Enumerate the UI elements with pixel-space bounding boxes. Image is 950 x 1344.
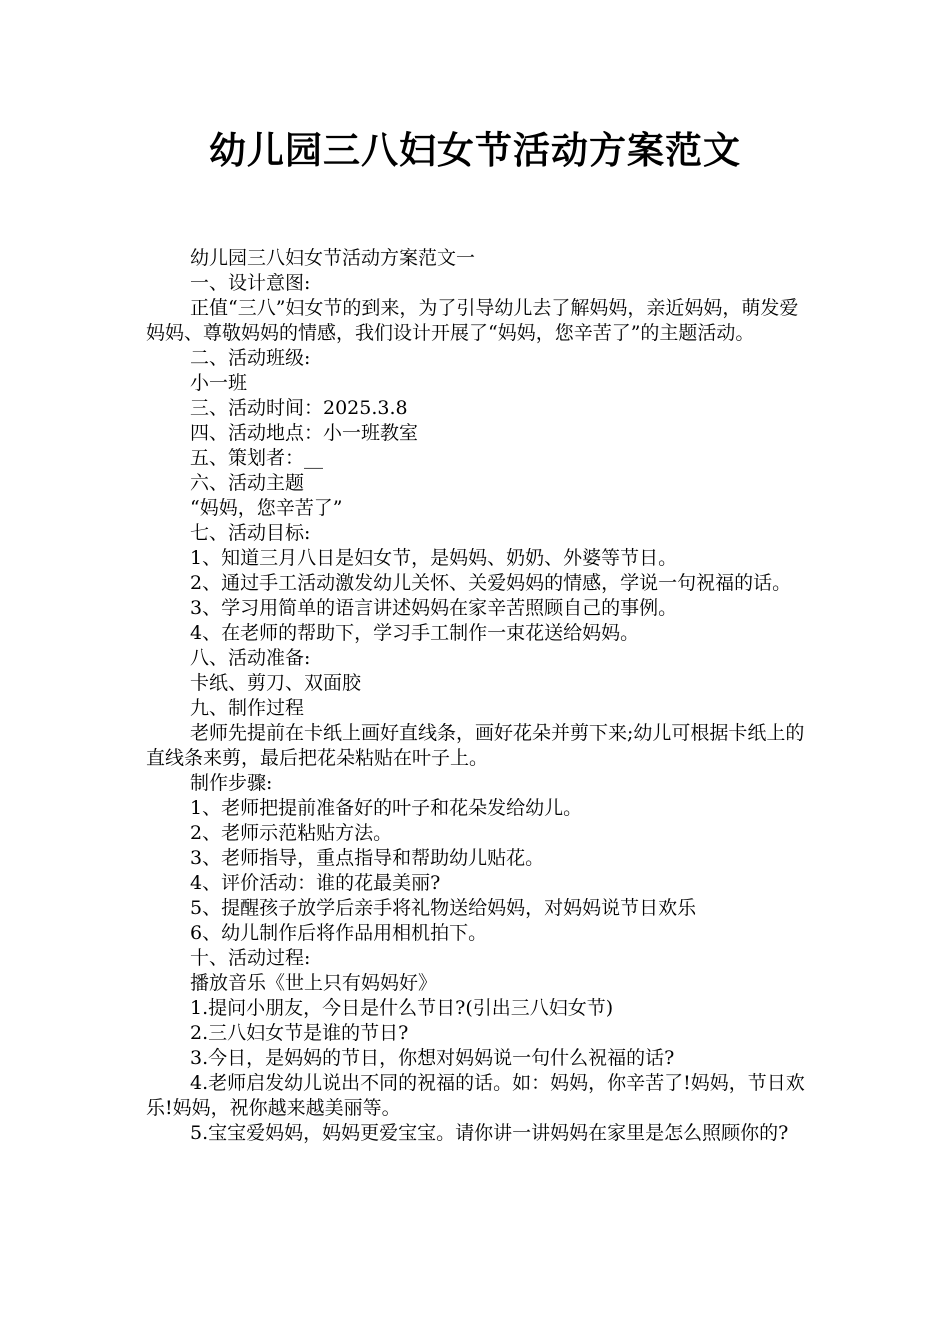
paragraph: 5.宝宝爱妈妈，妈妈更爱宝宝。请你讲一讲妈妈在家里是怎么照顾你的? bbox=[190, 1122, 789, 1144]
paragraph: 4、评价活动：谁的花最美丽? bbox=[190, 872, 441, 894]
paragraph: 四、活动地点：小一班教室 bbox=[190, 422, 419, 444]
paragraph: 二、活动班级: bbox=[190, 347, 311, 369]
paragraph: 六、活动主题 bbox=[190, 472, 305, 494]
paragraph: 4.老师启发幼儿说出不同的祝福的话。如：妈妈，你辛苦了!妈妈，节日欢乐!妈妈，祝你越来越美丽等。 bbox=[146, 1072, 805, 1119]
paragraph: 卡纸、剪刀、双面胶 bbox=[190, 672, 362, 694]
paragraph: 2、通过手工活动激发幼儿关怀、关爱妈妈的情感，学说一句祝福的话。 bbox=[190, 572, 792, 594]
paragraph: 3、学习用简单的语言讲述妈妈在家辛苦照顾自己的事例。 bbox=[190, 597, 678, 619]
paragraph: 十、活动过程: bbox=[190, 947, 311, 969]
paragraph: 1、老师把提前准备好的叶子和花朵发给幼儿。 bbox=[190, 797, 583, 819]
paragraph: 幼儿园三八妇女节活动方案范文一 bbox=[190, 247, 476, 269]
paragraph: 正值“三八”妇女节的到来，为了引导幼儿去了解妈妈，亲近妈妈，萌发爱妈妈、尊敬妈妈的情感，我们设计开展了“妈妈，您辛苦了”的主题活动。 bbox=[146, 297, 799, 344]
paragraph: 一、设计意图: bbox=[190, 272, 311, 294]
paragraph: 老师先提前在卡纸上画好直线条，画好花朵并剪下来;幼儿可根据卡纸上的直线条来剪，最后把花朵粘贴在叶子上。 bbox=[146, 722, 805, 769]
paragraph: 5、提醒孩子放学后亲手将礼物送给妈妈，对妈妈说节日欢乐 bbox=[190, 897, 697, 919]
paragraph: 五、策划者：__ bbox=[190, 447, 324, 469]
paragraph: 制作步骤: bbox=[190, 772, 273, 794]
paragraph: 2、老师示范粘贴方法。 bbox=[190, 822, 393, 844]
paragraph: 4、在老师的帮助下，学习手工制作一束花送给妈妈。 bbox=[190, 622, 640, 644]
paragraph: 1、知道三月八日是妇女节，是妈妈、奶奶、外婆等节日。 bbox=[190, 547, 678, 569]
paragraph: 1.提问小朋友，今日是什么节日?(引出三八妇女节) bbox=[190, 997, 614, 1019]
paragraph: 九、制作过程 bbox=[190, 697, 305, 719]
paragraph: 三、活动时间：2025.3.8 bbox=[190, 397, 408, 419]
paragraph: “妈妈，您辛苦了” bbox=[190, 497, 343, 519]
paragraph: 小一班 bbox=[190, 372, 248, 394]
document-title: 幼儿园三八妇女节活动方案范文 bbox=[209, 129, 741, 172]
paragraph: 播放音乐《世上只有妈妈好》 bbox=[190, 972, 438, 994]
document-body bbox=[146, 246, 810, 1146]
paragraph: 2.三八妇女节是谁的节日? bbox=[190, 1022, 409, 1044]
paragraph: 6、幼儿制作后将作品用相机拍下。 bbox=[190, 922, 488, 944]
paragraph: 3、老师指导，重点指导和帮助幼儿贴花。 bbox=[190, 847, 545, 869]
paragraph: 七、活动目标: bbox=[190, 522, 311, 544]
paragraph: 八、活动准备: bbox=[190, 647, 311, 669]
paragraph: 3.今日，是妈妈的节日，你想对妈妈说一句什么祝福的话? bbox=[190, 1047, 675, 1069]
